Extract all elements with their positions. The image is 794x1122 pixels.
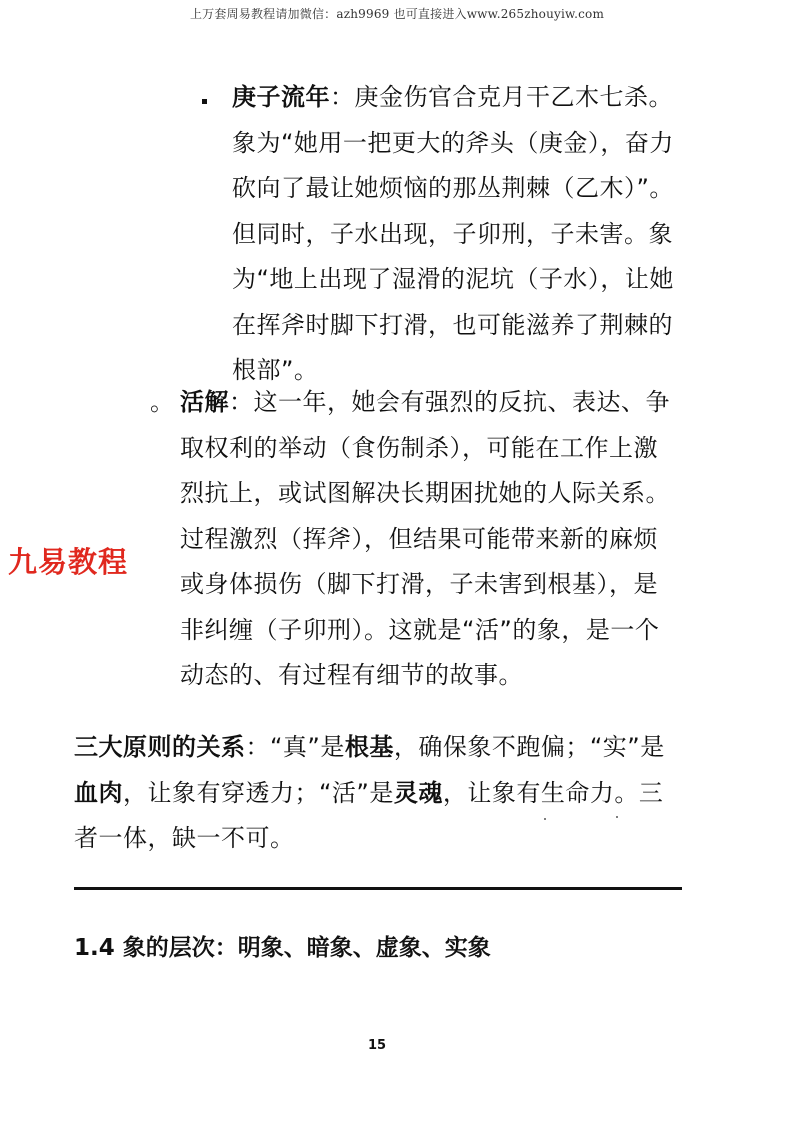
relations-root: 根基 <box>344 733 394 761</box>
header-watermark-text: 上万套周易教程请加微信：azh9969 也可直接进入www.265zhouyiw.com <box>189 7 605 21</box>
watermark-logo: 九易教程 <box>8 545 129 579</box>
relations-paragraph <box>74 725 686 862</box>
relations-flesh: 血肉 <box>74 778 123 807</box>
square-bullet-icon <box>202 99 207 104</box>
sub-bullet-body: ：庚金伤官合克月干乙木七杀。象为“她用一把更大的斧头（庚金），奋力砍向了最让她烦恼的那丛荆棘（乙木）”。但同时，子水出现，子卯刑，子未害。象为“地上出现了湿滑的泥坑（子水），让她在挥斧时脚下打滑，也可能滋养了荆棘的根部”。 <box>232 83 674 384</box>
circle-bullet-icon: 。 <box>150 388 175 416</box>
relations-soul: 灵魂 <box>393 778 443 807</box>
relations-text-3: ，让象有穿透力；“活”是 <box>123 778 394 807</box>
section-heading: 1.4 象的层次：明象、暗象、虚象、实象 <box>74 935 491 961</box>
page-number: 15 <box>367 1038 387 1053</box>
main-bullet-body: ：这一年，她会有强烈的反抗、表达、争取权利的举动（食伤制杀），可能在工作上激烈抗上，或试图解决长期困扰她的人际关系。过程激烈（挥斧），但结果可能带来新的麻烦或身体损伤（脚下打滑，子未害到根基），是非纠缠（子卯刑）。这就是“活”的象，是一个动态的、有过程有细节的故事。 <box>180 388 670 689</box>
main-bullet-paragraph <box>150 380 682 699</box>
relations-text-4: ，让象有生命力。三者一体，缺一不可。 <box>74 778 664 852</box>
stray-dot-mark <box>544 818 546 820</box>
stray-dot-mark <box>616 816 618 818</box>
sub-bullet-label: 庚子流年 <box>232 83 330 111</box>
relations-text-2: ，确保象不跑偏；“实”是 <box>393 733 665 761</box>
relations-label: 三大原则的关系 <box>74 733 246 761</box>
relations-text-1: ：“真”是 <box>245 733 345 761</box>
section-divider <box>74 887 682 890</box>
sub-bullet-paragraph <box>232 75 682 394</box>
main-bullet-label: 活解 <box>180 388 229 416</box>
